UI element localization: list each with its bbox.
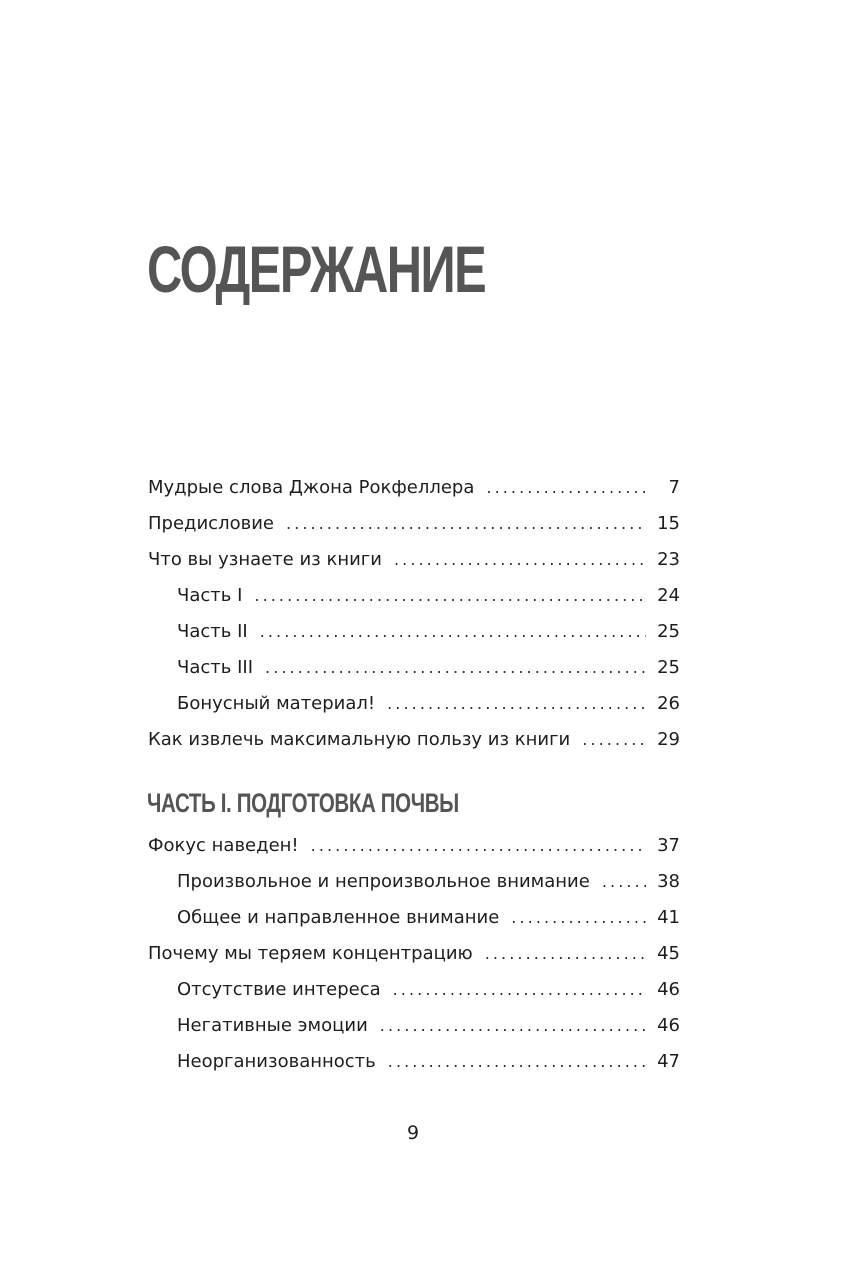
dot-leader [388,1044,646,1080]
toc-subentry[interactable] [148,1044,680,1080]
toc-entry-label: Общее и направленное внимание [177,907,500,928]
toc-subentry[interactable] [148,686,680,722]
toc-part1-list [148,828,680,1080]
dot-leader [485,936,646,972]
toc-subentry[interactable] [148,972,680,1008]
toc-entry[interactable] [148,936,680,972]
toc-entry-page: 15 [657,513,680,534]
toc-entry-label: Почему мы теряем концентрацию [148,943,473,964]
toc-entry-page: 23 [657,549,680,570]
toc-subentry[interactable] [148,1008,680,1044]
toc-entry-label: Часть I [177,585,243,606]
toc-subentry[interactable] [148,650,680,686]
toc-subentry[interactable] [148,900,680,936]
toc-entry-page: 7 [668,477,680,498]
toc-entry-label: Как извлечь максимальную пользу из книги [148,729,571,750]
toc-entry-page: 41 [657,907,680,928]
dot-leader [286,506,646,542]
toc-entry[interactable] [148,506,680,542]
toc-entry-page: 26 [657,693,680,714]
toc-intro-list [148,470,680,758]
toc-subentry[interactable] [148,614,680,650]
dot-leader [380,1008,646,1044]
toc-entry-page: 46 [657,979,680,1000]
toc-entry-label: Предисловие [148,513,274,534]
dot-leader [394,542,646,578]
dot-leader [254,578,646,614]
toc-entry-page: 24 [657,585,680,606]
toc-entry-label: Что вы узнаете из книги [148,549,382,570]
dot-leader [582,722,646,758]
dot-leader [260,614,646,650]
toc-entry-page: 46 [657,1015,680,1036]
toc-entry-page: 29 [657,729,680,750]
toc-entry-label: Отсутствие интереса [177,979,381,1000]
toc-subentry[interactable] [148,864,680,900]
dot-leader [265,650,646,686]
toc-subentry[interactable] [148,578,680,614]
dot-leader [387,686,646,722]
toc-entry[interactable] [148,542,680,578]
dot-leader [602,864,646,900]
dot-leader [486,470,646,506]
toc-entry[interactable] [148,828,680,864]
toc-entry[interactable] [148,470,680,506]
page-title: СОДЕРЖАНИЕ [147,232,486,306]
toc-entry-label: Мудрые слова Джона Рокфеллера [148,477,475,498]
toc-entry-label: Часть III [177,657,254,678]
toc-entry-label: Часть II [177,621,248,642]
dot-leader [393,972,646,1008]
toc-entry-label: Бонусный материал! [177,693,376,714]
toc-entry-label: Негативные эмоции [177,1015,368,1036]
toc-entry-page: 38 [657,871,680,892]
toc-entry-label: Произвольное и непроизвольное внимание [177,871,590,892]
page-number: 9 [406,1122,420,1144]
toc-entry-label: Неорганизованность [177,1051,376,1072]
toc-entry-page: 47 [657,1051,680,1072]
toc-entry-page: 37 [657,835,680,856]
dot-leader [311,828,646,864]
toc-entry[interactable] [148,722,680,758]
toc-entry-page: 45 [657,943,680,964]
toc-entry-label: Фокус наведен! [148,835,299,856]
toc-entry-page: 25 [657,657,680,678]
part-heading: ЧАСТЬ I. ПОДГОТОВКА ПОЧВЫ [147,788,459,818]
dot-leader [511,900,646,936]
toc-entry-page: 25 [657,621,680,642]
